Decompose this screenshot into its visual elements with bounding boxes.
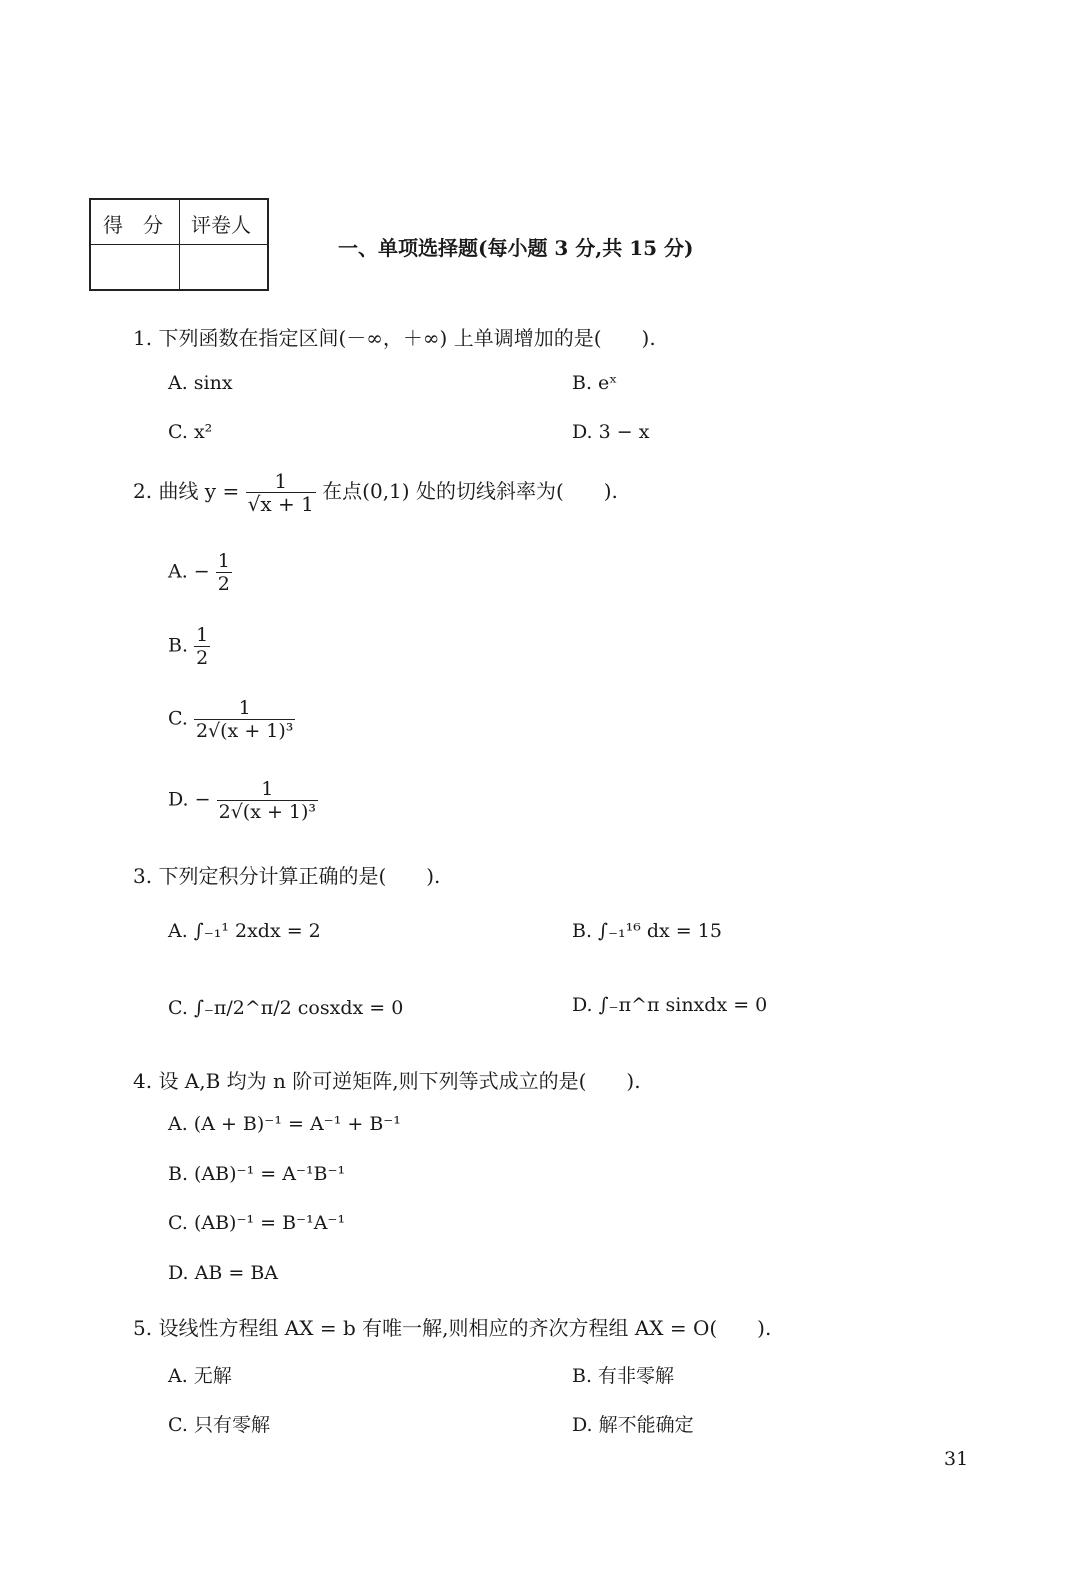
option-c-label: C. xyxy=(168,707,188,730)
question-1-option-c: C. x² xyxy=(168,421,213,443)
question-2-numerator: 1 xyxy=(274,469,288,493)
question-2-fraction xyxy=(246,470,316,515)
option-c-denominator: 2√(x + 1)³ xyxy=(195,720,294,742)
question-5-option-c: C. 只有零解 xyxy=(168,1414,270,1436)
score-table xyxy=(89,198,269,291)
option-a-numerator: 1 xyxy=(217,550,230,572)
question-5-option-a: A. 无解 xyxy=(168,1365,232,1387)
option-d-label: D. − xyxy=(168,788,211,811)
question-4-option-d: D. AB = BA xyxy=(168,1262,279,1284)
question-1-option-d: D. 3 − x xyxy=(572,421,650,443)
question-2-option-b xyxy=(168,624,210,669)
option-b-numerator: 1 xyxy=(196,624,209,646)
option-b-denominator: 2 xyxy=(196,647,209,669)
question-2-option-c xyxy=(168,697,295,742)
option-d-numerator: 1 xyxy=(261,778,274,800)
option-d-denominator: 2√(x + 1)³ xyxy=(218,801,317,823)
question-3-option-d: D. ∫₋π^π sinxdx = 0 xyxy=(572,994,768,1016)
question-2-option-d xyxy=(168,778,318,823)
question-5-option-d: D. 解不能确定 xyxy=(572,1414,694,1436)
question-1-stem: 1. 下列函数在指定区间(－∞，＋∞) 上单调增加的是( ). xyxy=(133,326,656,350)
question-3-option-c: C. ∫₋π/2^π/2 cosxdx = 0 xyxy=(168,997,404,1019)
option-b-fraction xyxy=(194,624,210,669)
question-2-denominator: √x + 1 xyxy=(247,492,314,516)
question-1-option-b: B. eˣ xyxy=(572,372,618,394)
option-d-fraction xyxy=(217,778,318,823)
question-3-stem: 3. 下列定积分计算正确的是( ). xyxy=(133,864,441,888)
option-a-label: A. − xyxy=(168,560,210,583)
question-2-prefix: 2. 曲线 y = xyxy=(133,479,240,503)
option-a-fraction xyxy=(216,550,232,595)
section-title: 一、单项选择题(每小题 3 分,共 15 分) xyxy=(338,236,694,260)
question-1-option-a: A. sinx xyxy=(168,372,233,394)
question-4-stem: 4. 设 A,B 均为 n 阶可逆矩阵,则下列等式成立的是( ). xyxy=(133,1069,641,1093)
option-c-fraction xyxy=(194,697,295,742)
option-b-label: B. xyxy=(168,634,189,657)
page-number: 31 xyxy=(944,1448,969,1470)
question-4-option-b: B. (AB)⁻¹ = A⁻¹B⁻¹ xyxy=(168,1163,346,1185)
question-2-option-a xyxy=(168,550,232,595)
grader-label: 评卷人 xyxy=(191,213,251,237)
table-divider-horizontal xyxy=(91,244,267,245)
question-2-stem xyxy=(133,470,618,515)
question-5-option-b: B. 有非零解 xyxy=(572,1365,675,1387)
question-3-option-b: B. ∫₋₁¹⁶ dx = 15 xyxy=(572,920,722,942)
option-a-denominator: 2 xyxy=(217,573,230,595)
question-4-option-c: C. (AB)⁻¹ = B⁻¹A⁻¹ xyxy=(168,1212,346,1234)
question-5-stem: 5. 设线性方程组 AX = b 有唯一解,则相应的齐次方程组 AX = O( ). xyxy=(133,1316,772,1340)
question-4-option-a: A. (A + B)⁻¹ = A⁻¹ + B⁻¹ xyxy=(168,1113,401,1135)
option-c-numerator: 1 xyxy=(238,697,251,719)
question-2-suffix: 在点(0,1) 处的切线斜率为( ). xyxy=(322,479,618,503)
question-3-option-a: A. ∫₋₁¹ 2xdx = 2 xyxy=(168,920,321,942)
score-label: 得 分 xyxy=(103,213,163,237)
